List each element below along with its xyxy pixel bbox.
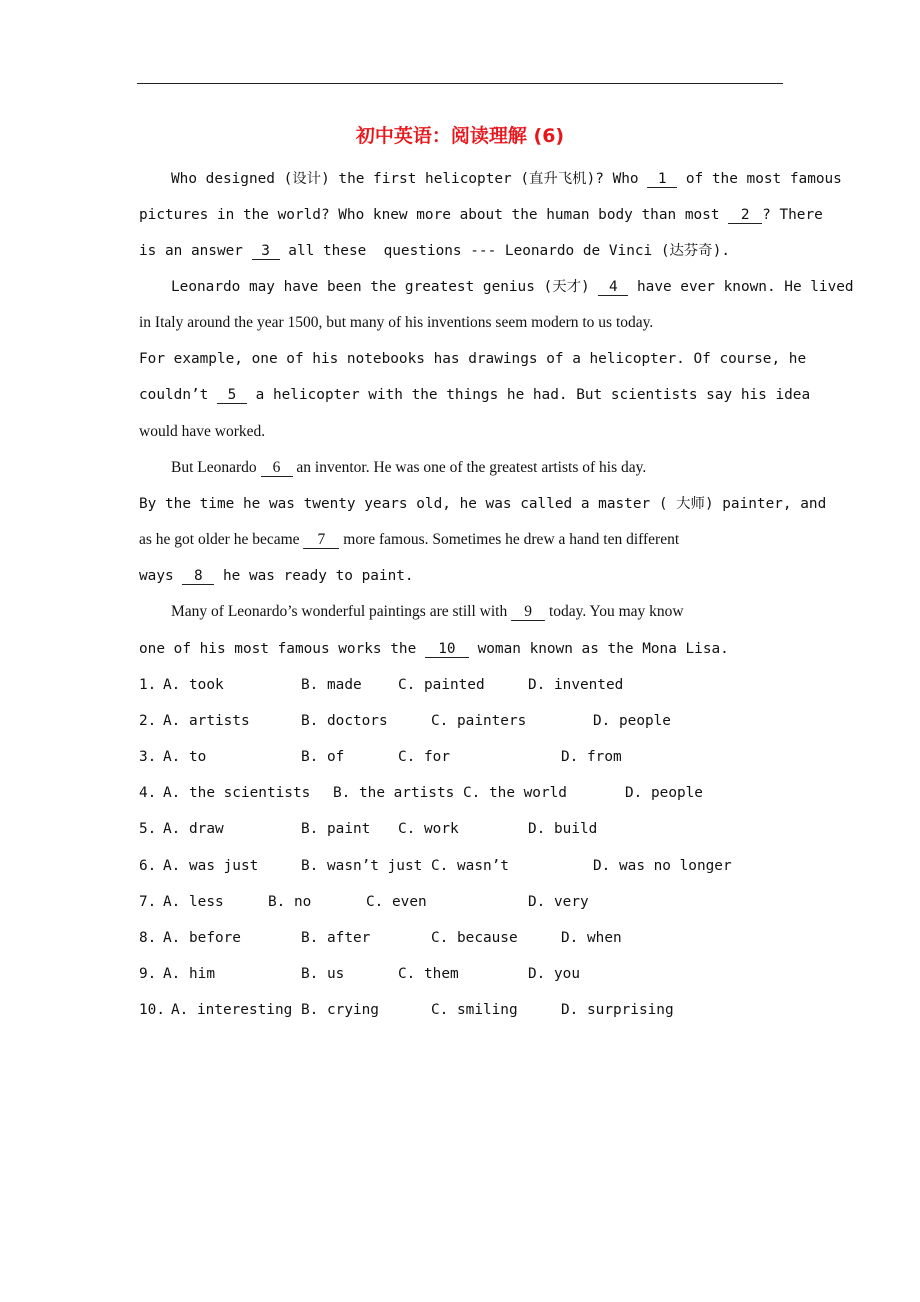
passage-line: one of his most famous works the 10 woman known as the Mona Lisa.	[139, 641, 729, 657]
question-number: 4.	[139, 785, 157, 801]
question-number: 5.	[139, 821, 157, 837]
question-number: 9.	[139, 966, 157, 982]
blank-1[interactable]: 1	[647, 171, 677, 188]
option-d[interactable]: D. very	[528, 894, 589, 910]
header-rule	[137, 83, 783, 84]
passage-line: couldn’t 5 a helicopter with the things he had. But scientists say his idea	[139, 387, 811, 403]
passage-line: For example, one of his notebooks has drawings of a helicopter. Of course, he	[139, 351, 807, 367]
blank-4[interactable]: 4	[598, 279, 628, 296]
question-number: 10.	[139, 1002, 165, 1018]
option-b[interactable]: B. made	[301, 677, 362, 693]
option-b[interactable]: B. no	[268, 894, 312, 910]
option-c[interactable]: C. the world	[463, 785, 567, 801]
passage-line: is an answer 3 all these questions --- Leonardo de Vinci (达芬奇).	[139, 243, 731, 259]
option-c[interactable]: C. wasn’t	[431, 858, 509, 874]
option-a[interactable]: A. draw	[163, 821, 224, 837]
option-b[interactable]: B. the artists	[333, 785, 455, 801]
question-number: 8.	[139, 930, 157, 946]
option-b[interactable]: B. doctors	[301, 713, 388, 729]
option-c[interactable]: C. smiling	[431, 1002, 518, 1018]
passage-line: But Leonardo 6 an inventor. He was one of the greatest artists of his day.	[171, 459, 647, 476]
option-d[interactable]: D. people	[593, 713, 671, 729]
option-c[interactable]: C. work	[398, 821, 459, 837]
option-c[interactable]: C. painted	[398, 677, 485, 693]
option-a[interactable]: A. him	[163, 966, 215, 982]
blank-3[interactable]: 3	[252, 243, 280, 260]
option-a[interactable]: A. before	[163, 930, 241, 946]
blank-8[interactable]: 8	[182, 568, 214, 585]
blank-7[interactable]: 7	[303, 532, 339, 549]
question-number: 2.	[139, 713, 157, 729]
option-c[interactable]: C. for	[398, 749, 450, 765]
option-d[interactable]: D. you	[528, 966, 580, 982]
option-d[interactable]: D. people	[625, 785, 703, 801]
option-d[interactable]: D. build	[528, 821, 598, 837]
option-d[interactable]: D. invented	[528, 677, 624, 693]
option-b[interactable]: B. us	[301, 966, 345, 982]
question-number: 7.	[139, 894, 157, 910]
passage-line: as he got older he became 7 more famous. Sometimes he drew a hand ten different	[139, 531, 680, 548]
blank-2[interactable]: 2	[728, 207, 762, 224]
option-a[interactable]: A. was just	[163, 858, 259, 874]
option-c[interactable]: C. because	[431, 930, 518, 946]
passage-line: Who designed (设计) the first helicopter (直升飞机)? Who 1 of the most famous	[171, 171, 842, 187]
passage-line: ways 8 he was ready to paint.	[139, 568, 414, 584]
option-b[interactable]: B. after	[301, 930, 371, 946]
blank-6[interactable]: 6	[261, 460, 293, 477]
option-b[interactable]: B. crying	[301, 1002, 379, 1018]
option-b[interactable]: B. paint	[301, 821, 371, 837]
option-a[interactable]: A. interesting	[171, 1002, 293, 1018]
passage-line: pictures in the world? Who knew more about the human body than most 2 ? There	[139, 207, 823, 223]
passage-line: would have worked.	[139, 423, 266, 440]
option-c[interactable]: C. them	[398, 966, 459, 982]
passage-line: By the time he was twenty years old, he was called a master ( 大师) painter, and	[139, 496, 827, 512]
option-a[interactable]: A. the scientists	[163, 785, 311, 801]
option-d[interactable]: D. from	[561, 749, 622, 765]
option-b[interactable]: B. wasn’t just	[301, 858, 423, 874]
option-a[interactable]: A. to	[163, 749, 207, 765]
option-d[interactable]: D. surprising	[561, 1002, 674, 1018]
passage-line: Many of Leonardo’s wonderful paintings are still with 9 today. You may know	[171, 603, 684, 620]
option-c[interactable]: C. painters	[431, 713, 527, 729]
passage-line: Leonardo may have been the greatest genius (天才) 4 have ever known. He lived	[171, 279, 854, 295]
option-d[interactable]: D. when	[561, 930, 622, 946]
option-a[interactable]: A. took	[163, 677, 224, 693]
option-a[interactable]: A. less	[163, 894, 224, 910]
page-title: 初中英语：阅读理解 (6)	[355, 125, 565, 147]
passage-line: in Italy around the year 1500, but many of his inventions seem modern to us today.	[139, 314, 654, 331]
option-c[interactable]: C. even	[366, 894, 427, 910]
blank-10[interactable]: 10	[425, 641, 469, 658]
question-number: 1.	[139, 677, 157, 693]
option-d[interactable]: D. was no longer	[593, 858, 732, 874]
blank-9[interactable]: 9	[511, 604, 545, 621]
question-number: 3.	[139, 749, 157, 765]
blank-5[interactable]: 5	[217, 387, 247, 404]
question-number: 6.	[139, 858, 157, 874]
option-b[interactable]: B. of	[301, 749, 345, 765]
option-a[interactable]: A. artists	[163, 713, 250, 729]
